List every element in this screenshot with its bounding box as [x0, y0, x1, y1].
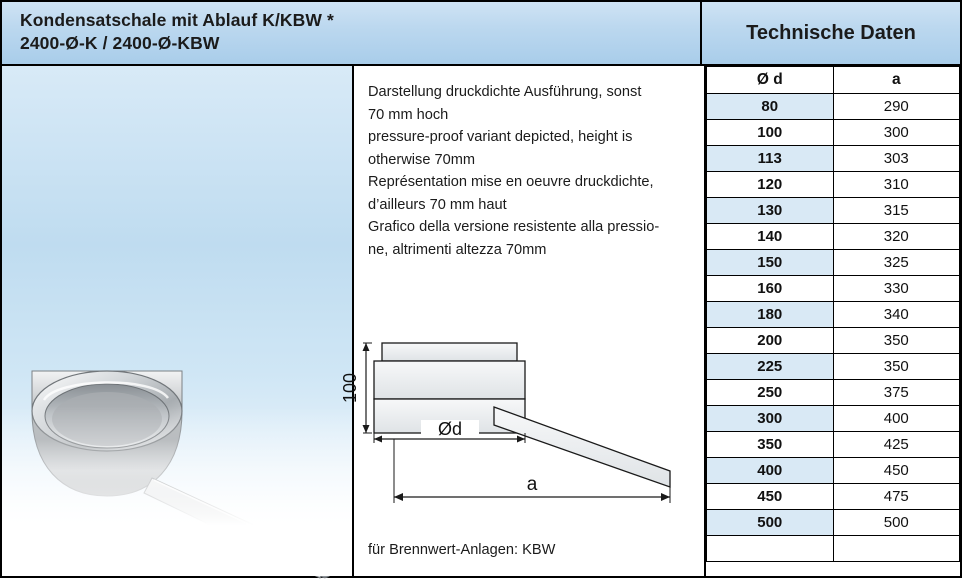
note-de-line1: Darstellung druckdichte Ausführung, sonst — [368, 84, 642, 100]
table-cell-a: 400 — [833, 406, 960, 432]
table-body — [707, 94, 960, 562]
header-title-block — [2, 2, 702, 66]
table-cell-a: 303 — [833, 146, 960, 172]
drawing-outlet-pipe — [494, 407, 670, 487]
table-row — [707, 406, 960, 432]
page-title-line2: 2400-Ø-K / 2400-Ø-KBW — [20, 33, 220, 53]
drawing-dia-arrow-left — [374, 436, 382, 443]
table-row — [707, 94, 960, 120]
technical-drawing — [340, 321, 700, 561]
table-row — [707, 172, 960, 198]
note-it-line2: ne, altrimenti altezza 70mm — [368, 241, 547, 258]
table-row — [707, 224, 960, 250]
note-en-line1: pressure-proof variant depicted, height is — [368, 129, 633, 145]
table-cell-a — [833, 536, 960, 562]
note-fr-line2: d’ailleurs 70 mm haut — [368, 196, 507, 213]
table-cell-diameter: 113 — [707, 146, 834, 172]
table-row — [707, 536, 960, 562]
table-row — [707, 198, 960, 224]
table-row — [707, 458, 960, 484]
table-cell-diameter — [707, 536, 834, 562]
product-photo-panel — [2, 66, 354, 576]
table-cell-diameter: 400 — [707, 458, 834, 484]
header — [2, 2, 960, 66]
drawing-len-arrow-right — [661, 493, 670, 501]
header-tech-block — [702, 2, 960, 66]
table-row — [707, 250, 960, 276]
table-cell-diameter: 120 — [707, 172, 834, 198]
page-title-line1: Kondensatschale mit Ablauf K/KBW * — [20, 10, 334, 30]
table-cell-diameter: 160 — [707, 276, 834, 302]
drawing-len-arrow-left — [394, 493, 403, 501]
footnote: für Brennwert-Anlagen: KBW — [368, 542, 556, 558]
note-it-line1: Grafico della versione resistente alla pressio- — [368, 219, 660, 235]
table-cell-diameter: 130 — [707, 198, 834, 224]
drawing-top-flange — [382, 343, 517, 361]
drawing-height-arrow-bottom — [363, 425, 370, 433]
note-en-line2: otherwise 70mm — [368, 151, 476, 168]
table-cell-diameter: 250 — [707, 380, 834, 406]
table-cell-a: 425 — [833, 432, 960, 458]
table-cell-a: 375 — [833, 380, 960, 406]
technical-data-table — [706, 66, 960, 562]
table-cell-a: 350 — [833, 354, 960, 380]
table-header-a: a — [833, 67, 960, 94]
table-row — [707, 484, 960, 510]
table-cell-a: 340 — [833, 302, 960, 328]
note-de-line2: 70 mm hoch — [368, 106, 449, 123]
table-cell-a: 330 — [833, 276, 960, 302]
table-header-diameter: Ø d — [707, 67, 834, 94]
drawing-length-label: a — [526, 474, 538, 495]
table-row — [707, 276, 960, 302]
table-row — [707, 146, 960, 172]
table-cell-diameter: 500 — [707, 510, 834, 536]
multilingual-note — [368, 82, 694, 261]
table-cell-a: 320 — [833, 224, 960, 250]
table-cell-diameter: 225 — [707, 354, 834, 380]
body — [2, 66, 960, 576]
notes-panel — [340, 66, 706, 576]
table-row — [707, 432, 960, 458]
technical-data-table-panel — [706, 66, 960, 576]
drawing-dia-arrow-right — [517, 436, 525, 443]
table-cell-a: 475 — [833, 484, 960, 510]
note-fr-line1: Représentation mise en oeuvre druckdichte, — [368, 174, 654, 190]
photo-fade — [2, 406, 352, 576]
drawing-diameter-label: Ød — [437, 419, 463, 439]
table-cell-diameter: 80 — [707, 94, 834, 120]
table-row — [707, 380, 960, 406]
table-row — [707, 328, 960, 354]
table-cell-diameter: 350 — [707, 432, 834, 458]
table-cell-a: 350 — [833, 328, 960, 354]
table-header-row — [707, 67, 960, 94]
table-cell-diameter: 200 — [707, 328, 834, 354]
table-cell-diameter: 100 — [707, 120, 834, 146]
table-row — [707, 510, 960, 536]
table-row — [707, 302, 960, 328]
table-cell-diameter: 150 — [707, 250, 834, 276]
table-cell-a: 315 — [833, 198, 960, 224]
table-cell-diameter: 140 — [707, 224, 834, 250]
drawing-body — [374, 361, 525, 399]
table-cell-diameter: 300 — [707, 406, 834, 432]
table-cell-a: 310 — [833, 172, 960, 198]
table-cell-a: 290 — [833, 94, 960, 120]
table-row — [707, 354, 960, 380]
table-cell-diameter: 450 — [707, 484, 834, 510]
table-cell-diameter: 180 — [707, 302, 834, 328]
table-cell-a: 450 — [833, 458, 960, 484]
drawing-height-arrow-top — [363, 343, 370, 351]
table-cell-a: 325 — [833, 250, 960, 276]
technical-data-title: Technische Daten — [746, 21, 916, 44]
table-row — [707, 120, 960, 146]
table-cell-a: 300 — [833, 120, 960, 146]
table-cell-a: 500 — [833, 510, 960, 536]
drawing-height-label: 100 — [340, 372, 360, 404]
